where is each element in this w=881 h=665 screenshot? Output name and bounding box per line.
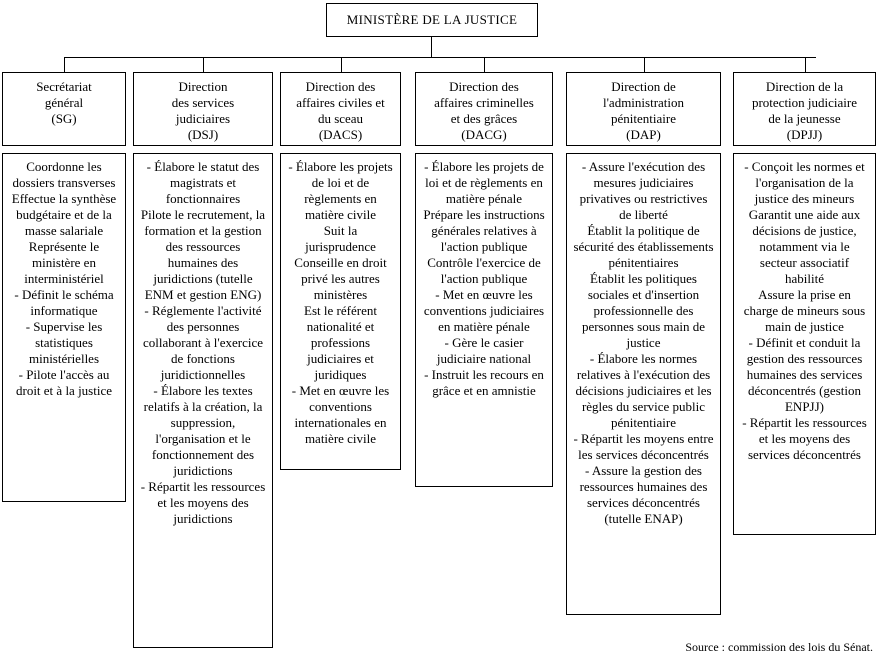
mission-item: Pilote le recrutement, la formation et la gestion des ressources humaines des juridictions (tutelle ENM et gestion ENG) — [140, 207, 266, 302]
mission-item: - Élabore les normes relatives à l'exécution des décisions judiciaires et les règles du service public pénitentiaire — [575, 351, 712, 430]
header-line: Direction des — [449, 79, 519, 94]
mission-item: - Élabore les projets de loi et de règlements en matière civile — [288, 159, 393, 222]
header-box-sg — [2, 72, 126, 146]
mission-item: - Répartit les ressources et les moyens des services déconcentrés — [742, 415, 867, 462]
header-line: (DSJ) — [187, 127, 219, 142]
header-line: Direction des — [305, 79, 376, 94]
mission-item: - Gère le casier judiciaire national — [436, 335, 532, 366]
header-box-dacg — [415, 72, 553, 146]
mission-item: - Élabore le statut des magistrats et fonctionnaires — [146, 159, 260, 206]
mission-item: Assure la prise en charge de mineurs sous main de justice — [743, 287, 866, 334]
mission-item: - Supervise les statistiques ministérielles — [25, 319, 103, 366]
header-line: l'administration — [602, 95, 685, 110]
mission-item: - Définit le schéma informatique — [14, 287, 114, 318]
mission-item: Représente le ministère en interministériel — [24, 239, 104, 286]
connector-dap — [644, 57, 645, 72]
missions-box-dap — [566, 153, 721, 615]
header-line: affaires criminelles — [434, 95, 534, 110]
mission-item: Prépare les instructions générales relatives à l'action publique — [423, 207, 545, 254]
source-note: Source : commission des lois du Sénat. — [685, 640, 873, 654]
mission-item: - Instruit les recours en grâce et en amnistie — [424, 367, 544, 398]
header-box-dpjj — [733, 72, 876, 146]
mission-item: - Met en œuvre les conventions judiciaires en matière pénale — [423, 287, 545, 334]
mission-item: - Conçoit les normes et l'organisation de la justice des mineurs — [744, 159, 865, 206]
header-line: de la jeunesse — [768, 111, 841, 126]
ministry-title-box: MINISTÈRE DE LA JUSTICE — [326, 3, 538, 37]
header-box-dsj — [133, 72, 273, 146]
mission-item: Établit la politique de sécurité des établissements pénitentiaires — [573, 223, 714, 270]
mission-item: Suit la jurisprudence — [305, 223, 376, 254]
mission-item: - Élabore les projets de loi et de règlements en matière pénale — [424, 159, 544, 206]
header-line: Direction — [178, 79, 228, 94]
mission-item: Effectue la synthèse budgétaire et de la masse salariale — [11, 191, 117, 238]
mission-item: - Met en œuvre les conventions internationales en matière civile — [291, 383, 390, 446]
connector-dsj — [203, 57, 204, 72]
mission-item: Est le référent nationalité et professions judiciaires et juridiques — [304, 303, 377, 382]
mission-item: - Assure l'exécution des mesures judiciaires privatives ou restrictives de liberté — [579, 159, 708, 222]
mission-item: - Réglemente l'activité des personnes collaborant à l'exercice de fonctions juridictionnelles — [143, 303, 263, 382]
mission-item: - Répartit les ressources et les moyens des juridictions — [140, 479, 266, 526]
header-line: (SG) — [51, 111, 77, 126]
header-line: affaires civiles et — [296, 95, 385, 110]
header-line: Direction de — [611, 79, 676, 94]
mission-item: Établit les politiques sociales et d'insertion professionnelle des personnes sous main de justice — [581, 271, 706, 350]
header-line: Direction de la — [765, 79, 844, 94]
mission-item: Contrôle l'exercice de l'action publique — [427, 255, 541, 286]
missions-box-dpjj — [733, 153, 876, 535]
header-line: pénitentiaire — [611, 111, 676, 126]
connector-horizontal — [64, 57, 816, 58]
missions-box-dsj — [133, 153, 273, 648]
header-line: du sceau — [317, 111, 364, 126]
header-line: (DAP) — [626, 127, 661, 142]
connector-vertical-main — [431, 37, 432, 57]
header-line: (DACS) — [318, 127, 363, 142]
mission-item: - Élabore les textes relatifs à la création, la suppression, l'organisation et le fonctionnement des juridictions — [143, 383, 263, 478]
header-line: général — [44, 95, 84, 110]
header-line: (DACG) — [461, 127, 507, 142]
header-line: et des grâces — [450, 111, 518, 126]
mission-item: Coordonne les dossiers transverses — [12, 159, 116, 190]
connector-dpjj — [805, 57, 806, 72]
mission-item: - Pilote l'accès au droit et à la justice — [15, 367, 113, 398]
missions-box-dacg — [415, 153, 553, 487]
missions-box-dacs — [280, 153, 401, 470]
mission-item: - Répartit les moyens entre les services déconcentrés — [573, 431, 714, 462]
header-line: des services — [171, 95, 235, 110]
header-line: protection judiciaire — [751, 95, 858, 110]
connector-dacg — [484, 57, 485, 72]
connector-dacs — [341, 57, 342, 72]
mission-item: - Définit et conduit la gestion des ressources humaines des services déconcentrés (gestion ENPJJ) — [746, 335, 863, 414]
header-box-dap — [566, 72, 721, 146]
connector-sg — [64, 57, 65, 72]
header-line: judiciaires — [175, 111, 231, 126]
header-line: Secrétariat — [36, 79, 92, 94]
mission-item: - Assure la gestion des ressources humaines des services déconcentrés (tutelle ENAP) — [579, 463, 708, 526]
missions-box-sg — [2, 153, 126, 502]
header-box-dacs — [280, 72, 401, 146]
mission-item: Conseille en droit privé les autres ministères — [294, 255, 387, 302]
header-line: (DPJJ) — [786, 127, 823, 142]
mission-item: Garantit une aide aux décisions de justice, notamment via le secteur associatif habilité — [748, 207, 861, 286]
